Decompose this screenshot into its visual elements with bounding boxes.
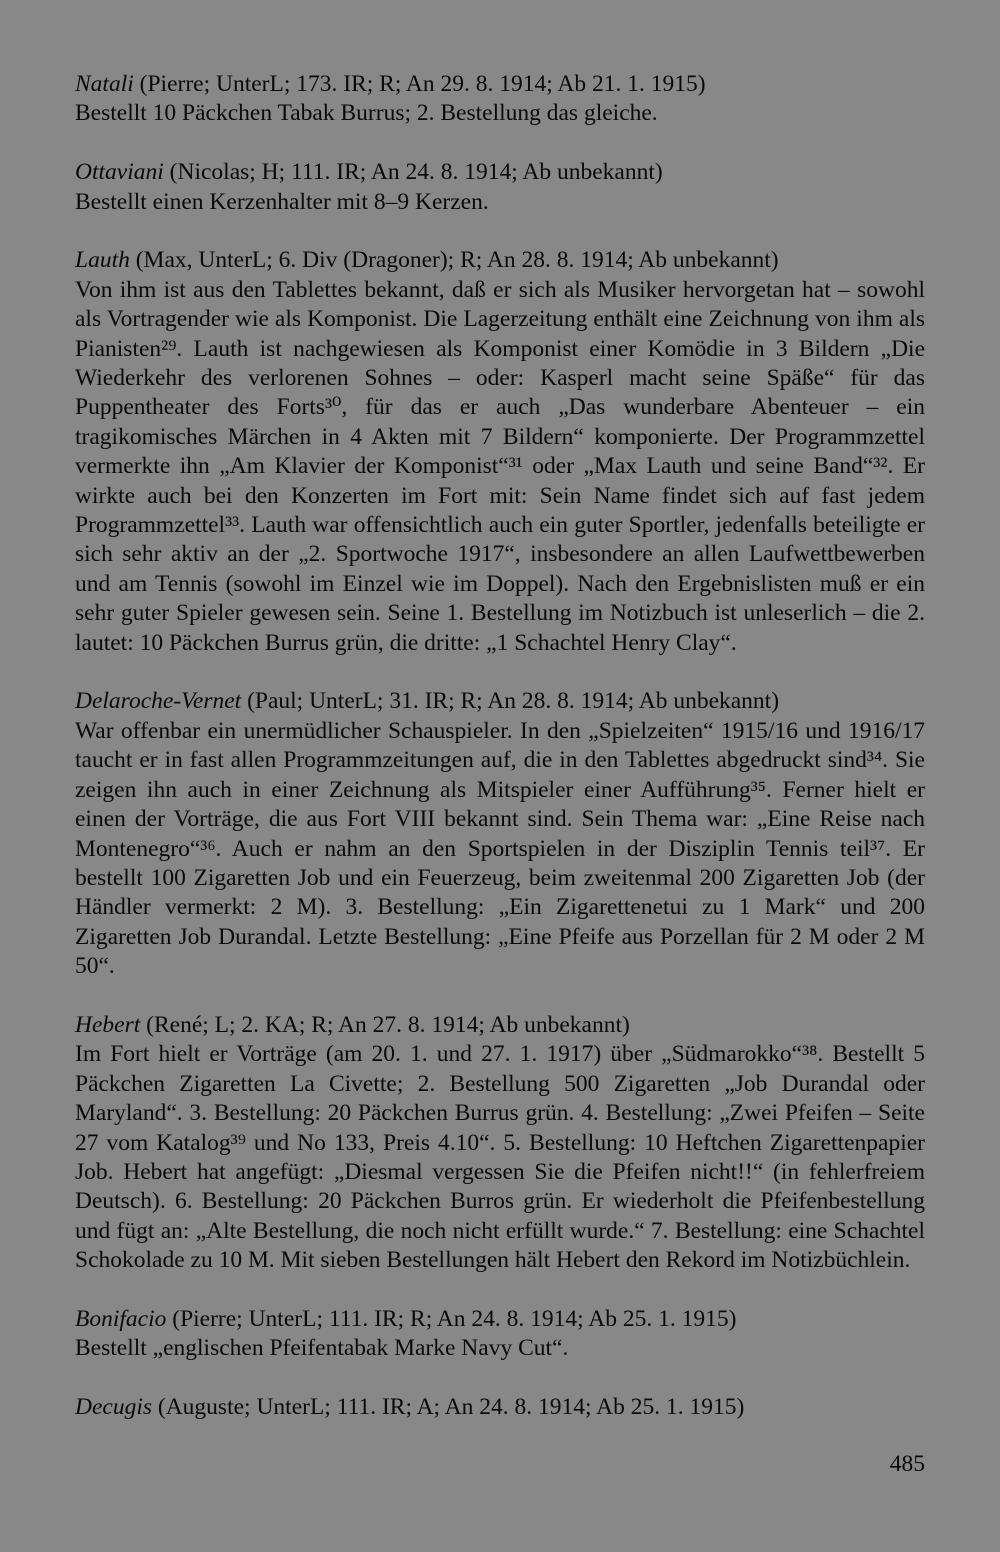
person-name: Delaroche-Vernet bbox=[75, 688, 242, 715]
entry-text: Im Fort hielt er Vorträge (am 20. 1. und 27. 1. 1917) über „Südmarokko“³⁸. Bestellt 5 Päckchen Zigaretten La Civette; 2. Bestellung 500 Zigaretten „Job Durandal oder Maryland“. 3. Bestellung: 20 Päckchen Burrus grün. 4. Bestellung: „Zwei Pfeifen – Seite 27 vom Katalog³⁹ und No 133, Preis 4.10“. 5. Bestellung: 10 Heftchen Zigarettenpapier Job. Hebert hat angefügt: „Diesmal vergessen Sie die Pfeifen nicht!!“ (in fehlerfreiem Deutsch). 6. Bestellung: 20 Päckchen Burros grün. Er wiederholt die Pfeifenbestellung und fügt an: „Alte Bestellung, die noch nicht erfüllt wurde.“ 7. Bestellung: eine Schachtel Schokolade zu 10 M. Mit sieben Bestellungen hält Hebert den Rekord im Notizbüchlein. bbox=[75, 1041, 925, 1274]
entry-natali bbox=[75, 70, 925, 129]
person-details: (Pierre; UnterL; 173. IR; R; An 29. 8. 1914; Ab 21. 1. 1915) bbox=[133, 71, 706, 97]
entry-heading bbox=[75, 1011, 925, 1040]
text-body bbox=[75, 70, 925, 1452]
entry-heading bbox=[75, 70, 925, 99]
person-details: (Auguste; UnterL; 111. IR; A; An 24. 8. 1914; Ab 25. 1. 1915) bbox=[152, 1394, 745, 1421]
entry-heading bbox=[75, 1393, 925, 1422]
entry-delaroche-vernet bbox=[75, 687, 925, 981]
entry-bonifacio bbox=[75, 1305, 925, 1364]
person-details: (Paul; UnterL; 31. IR; R; An 28. 8. 1914; Ab unbekannt) bbox=[241, 688, 780, 715]
entry-heading bbox=[75, 158, 925, 187]
entry-text: Bestellt 10 Päckchen Tabak Burrus; 2. Bestellung das gleiche. bbox=[75, 100, 658, 127]
entry-decugis bbox=[75, 1393, 925, 1422]
person-name: Bonifacio bbox=[75, 1305, 167, 1332]
person-name: Natali bbox=[75, 71, 134, 97]
person-details: (Nicolas; H; 111. IR; An 24. 8. 1914; Ab unbekannt) bbox=[163, 159, 663, 186]
page-number: 485 bbox=[889, 1451, 925, 1477]
entry-hebert bbox=[75, 1011, 925, 1276]
entry-lauth bbox=[75, 246, 925, 658]
person-details: (Max, UnterL; 6. Div (Dragoner); R; An 28. 8. 1914; Ab unbekannt) bbox=[129, 247, 779, 274]
person-name: Lauth bbox=[75, 247, 130, 274]
entry-text: Bestellt „englischen Pfeifentabak Marke Navy Cut“. bbox=[75, 1335, 569, 1362]
person-name: Hebert bbox=[75, 1011, 141, 1038]
person-name: Ottaviani bbox=[75, 159, 164, 186]
entry-heading bbox=[75, 1305, 925, 1334]
person-details: (Pierre; UnterL; 111. IR; R; An 24. 8. 1914; Ab 25. 1. 1915) bbox=[166, 1305, 737, 1332]
entry-heading bbox=[75, 246, 925, 275]
entry-text: Bestellt einen Kerzenhalter mit 8–9 Kerzen. bbox=[75, 188, 489, 215]
entry-text: War offenbar ein unermüdlicher Schauspieler. In den „Spielzeiten“ 1915/16 und 1916/17 taucht er in fast allen Programmzeitungen auf, die in den Tablettes abgedruckt sind³⁴. Sie zeigen ihn auch in einer Zeichnung als Mitspieler einer Aufführung³⁵. Ferner hielt er einen der Vorträge, die aus Fort VIII bekannt sind. Sein Thema war: „Eine Reise nach Montenegro“³⁶. Auch er nahm an den Sportspielen in der Disziplin Tennis teil³⁷. Er bestellt 100 Zigaretten Job und ein Feuerzeug, beim zweitenmal 200 Zigaretten Job (der Händler vermerkt: 2 M). 3. Bestellung: „Ein Zigarettenetui zu 1 Mark“ und 200 Zigaretten Job Durandal. Letzte Bestellung: „Eine Pfeife aus Porzellan für 2 M oder 2 M 50“. bbox=[75, 717, 925, 980]
person-details: (René; L; 2. KA; R; An 27. 8. 1914; Ab unbekannt) bbox=[140, 1011, 630, 1038]
entry-heading bbox=[75, 687, 925, 716]
person-name: Decugis bbox=[75, 1394, 153, 1421]
entry-text: Von ihm ist aus den Tablettes bekannt, daß er sich als Musiker hervorgetan hat – sowohl als Vortragender wie als Komponist. Die Lagerzeitung enthält eine Zeichnung von ihm als Pianisten²⁹. Lauth ist nachgewiesen als Komponist einer Komödie in 3 Bildern „Die Wiederkehr des verlorenen Sohnes – oder: Kasperl macht seine Späße“ für das Puppentheater des Forts³⁰, für das er auch „Das wunderbare Abenteuer – ein tragikomisches Märchen in 4 Akten mit 7 Bildern“ komponierte. Der Programmzettel vermerkte ihn „Am Klavier der Komponist“³¹ oder „Max Lauth und seine Band“³². Er wirkte auch bei den Konzerten im Fort mit: Sein Name findet sich auf fast jedem Programmzettel³³. Lauth war offensichtlich auch ein guter Sportler, jedenfalls beteiligte er sich sehr aktiv an der „2. Sportwoche 1917“, insbesondere an allen Laufwettbewerben und am Tennis (sowohl im Einzel wie im Doppel). Nach den Ergebnislisten muß er ein sehr guter Spieler gewesen sein. Seine 1. Bestellung im Notizbuch ist unleserlich – die 2. lautet: 10 Päckchen Burrus grün, die dritte: „1 Schachtel Henry Clay“. bbox=[75, 276, 925, 656]
entry-ottaviani bbox=[75, 158, 925, 217]
